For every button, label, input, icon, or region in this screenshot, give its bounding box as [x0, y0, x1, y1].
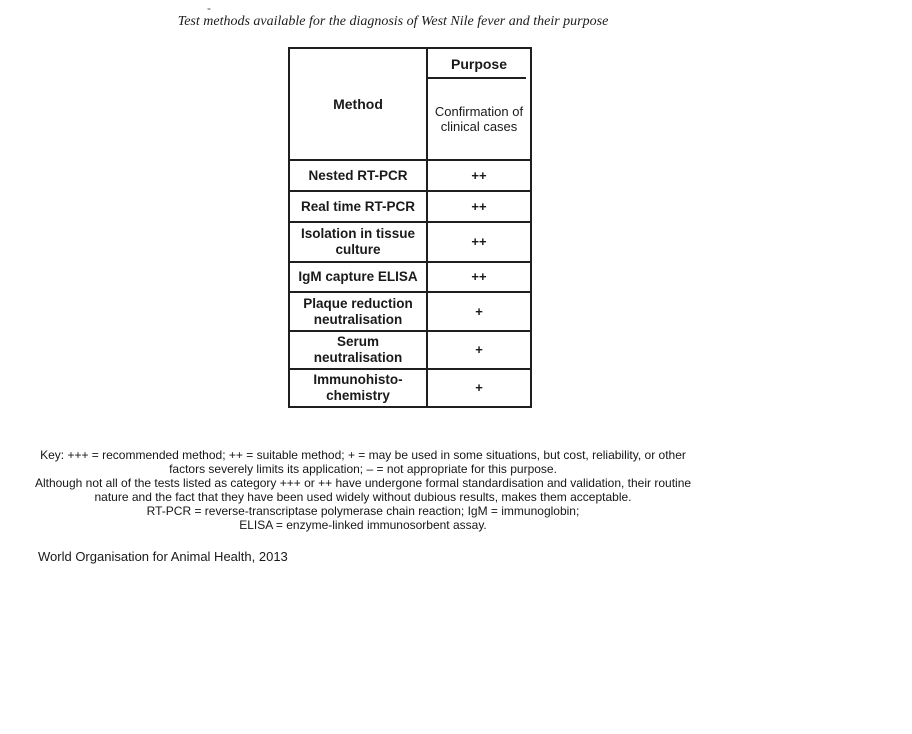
- value-cell: +: [427, 331, 531, 369]
- note-line: ELISA = enzyme-linked immunosorbent assay.: [239, 518, 487, 532]
- purpose-subheader: Confirmation of clinical cases: [427, 79, 531, 160]
- value-cell: ++: [427, 160, 531, 191]
- attribution: World Organisation for Animal Health, 2013: [38, 549, 288, 564]
- scan-artifact-mark: -: [207, 1, 211, 15]
- table-row: [289, 369, 531, 407]
- method-cell: Nested RT-PCR: [289, 160, 427, 191]
- table-row: [289, 160, 531, 191]
- column-header-method: Method: [289, 48, 427, 160]
- value-cell: ++: [427, 191, 531, 222]
- note-line: nature and the fact that they have been used widely without dubious results, makes them acceptable.: [94, 490, 632, 504]
- table-row: [289, 331, 531, 369]
- table-header-row: [289, 48, 531, 79]
- method-cell: Serum neutralisation: [289, 331, 427, 369]
- method-cell: IgM capture ELISA: [289, 262, 427, 292]
- value-cell: ++: [427, 262, 531, 292]
- page-title: Test methods available for the diagnosis of West Nile fever and their purpose: [177, 14, 609, 29]
- column-header-purpose: Purpose: [427, 48, 531, 79]
- value-cell: ++: [427, 222, 531, 262]
- diagnosis-methods-table: [288, 47, 532, 408]
- value-cell: +: [427, 369, 531, 407]
- table-row: [289, 262, 531, 292]
- note-line: RT-PCR = reverse-transcriptase polymerase chain reaction; IgM = immunoglobin;: [146, 504, 580, 518]
- table-row: [289, 222, 531, 262]
- note-line: Although not all of the tests listed as category +++ or ++ have undergone formal standardisation and validation, their routine: [34, 476, 692, 490]
- method-cell: Plaque reduction neutralisation: [289, 292, 427, 331]
- key-notes: [0, 448, 726, 532]
- method-cell: Real time RT-PCR: [289, 191, 427, 222]
- method-cell: Immunohisto-chemistry: [289, 369, 427, 407]
- note-line: factors severely limits its application; – = not appropriate for this purpose.: [169, 462, 557, 476]
- value-cell: +: [427, 292, 531, 331]
- table-row: [289, 292, 531, 331]
- table-row: [289, 191, 531, 222]
- method-cell: Isolation in tissue culture: [289, 222, 427, 262]
- note-line: Key: +++ = recommended method; ++ = suitable method; + = may be used in some situations, but cost, reliability, or other: [40, 448, 686, 462]
